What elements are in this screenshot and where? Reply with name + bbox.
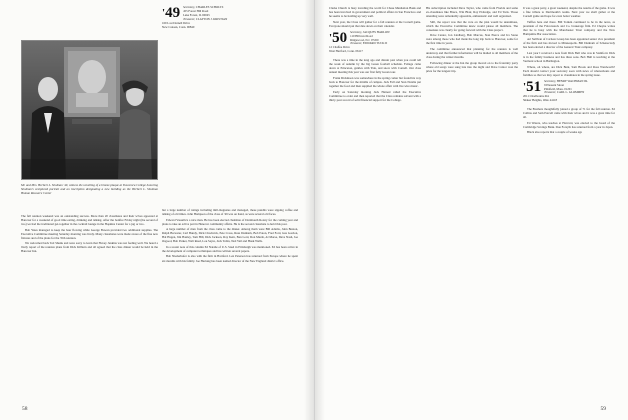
class-photo	[21, 40, 158, 180]
paragraph: Last year I received a note from Dick Bell who was in Stamford. Dick is in the family business and has three sons. Bob Hull is teaching at the Vermont school in Burlington.	[523, 50, 615, 64]
right-column-2	[426, 6, 518, 74]
paragraph: Frank Dickinson was somewhere in the spring comer but found his way back to Hanover for the middle of campus. Jack Fell and Stan Natalie put together the food and then supplied the whole affair with live wire music.	[329, 75, 421, 88]
photo-caption: Mr. and Mrs. Herbert L. Shulman '49, witness the unveiling of a bronze plaque at Tuscarora College honoring Shulman's sculptured portrait and an inscription designating a new building as the Herbert L. Shulman Human Resource Center	[21, 183, 158, 196]
paragraph: Bob Niederhofer is also with the firm in Hartford. Len Peterson has returned from Europe where he spent six months with his family. Joe Hartung has been named director of the New England district office.	[162, 254, 298, 263]
paragraph: Clarke Church is busy traveling the world for Chase Manhattan Bank and has been involved in government and political affairs in San Francisco and he seems to be holding up very well.	[329, 6, 421, 19]
paragraph: Edward Vassallo's a nice man. He has been elected chairman of Dartmouth Rotary for the coming year and plans to take an active part in Hanover community affairs. He is the second classmate to hold this post.	[162, 217, 298, 226]
paragraph: Following dinner at the Inn the group moved on to the fraternity party where old songs were sung late into the night and Dave Cantor won the prize for the longest trip.	[426, 60, 518, 73]
paragraph: but a large number of ratings including mill-magnates and managed, these pundits were sipping coffee and talking of old times. John Hampson of the class of '49 was on hand, as were several old faces.	[162, 208, 298, 217]
paragraph: In a recent note of this column Ed Natalie of U.S. Steel in Pittsburgh was mentioned. Ed has been active in the development of computer techniques and has written several papers.	[162, 244, 298, 253]
paragraph: Ed Waters, who teaches at Harvard, was elected to the board of the Cambridge Savings Bank. Don Forsyth has returned from a year in Japan.	[523, 120, 615, 129]
left-column-2	[162, 208, 298, 264]
paragraph: Early on Saturday morning Jack Harned called the Executive Committee to order and then reported that the Class remains solvent with a thirty-year record of solid financial support for the College.	[329, 89, 421, 102]
paragraph: Dave Cantor, Jon Lindberg, Bob Marcus, Stan Pierce and Ira Stone were among those who had made the long trip back to Hanover, some for the first time in years.	[426, 33, 518, 46]
right-column-3	[523, 6, 615, 136]
page-number: 58	[22, 406, 28, 412]
class-year-51: '51	[523, 78, 542, 95]
paragraph: Tuffies here and there. Bill Tonkin continued to be in the news, as president of the Falconstock and Co. brokerage firm. Ed Cheyne writes that he is busy with the Manchester Trust company and the New Hampshire Bar association.	[523, 19, 615, 36]
right-page	[314, 0, 628, 420]
paragraph: Black also reports that a couple of weeks ago	[527, 130, 583, 135]
paragraph: Where, oh where, are Dick Bent, Sam Brook and Ross Wentworth? Each should contact your secretary soon with news of whereabouts and families so that we may report to classmates in the spring issue.	[523, 64, 615, 77]
paragraph: There was a time in the long ago and distant past when you could tell the week of autumn by the big Green football schedule. Foliage came down at Princeton, gentles with Yale, and snow with Cornell. Our class annual meeting this year was our first fully Green tour.	[329, 58, 421, 75]
paragraph: The fall reunion weekend was an outstanding success. More than 20 classmates and their wives appeared at Hanover for a weekend of good time eating, drinking and talking. After the bonfire Friday night (the second of two) we had the traditional get-together in the cocktail lounge in the Hopkins Center for a jug or two.	[21, 214, 158, 227]
paragraph: His subscription included Dave Taylor, who came from Florida and some ex-classmates like Bruce, Win Blair, Ray Eldredge, and Ed Tuck. Those attending were remarkably agreeable, enthusiastic and well organized.	[426, 6, 518, 19]
class-50-header	[329, 31, 421, 54]
left-column-1	[21, 214, 158, 255]
right-column-1	[329, 6, 421, 103]
paragraph: Still, the report was that the vote on the plan would be unanimous, which the Executive Committee knew would please all members. The consensus was clearly for going forward with the Class project.	[426, 19, 518, 32]
class-50-secretary: Secretary, JACQUES HARLOW 110 Hillcrest Road Ridgewood, N.J. 07450 Treasurer, EDWARD TUCK II 12 Chaffee Drive West Hartford, Conn. 06117	[329, 29, 390, 54]
paragraph: Next year, the Class will gather for a fall reunion at the Cornell game. Everyone should put that date down on their calendar.	[329, 19, 421, 28]
class-year-50: '50	[329, 29, 348, 46]
class-51-header	[523, 80, 615, 103]
paragraph: The Brothers thoughtfully joined a group of 71 for the fall reunion. Ed Collins and Sam Purcell came with their wives and it was a great time for all.	[523, 107, 615, 120]
paragraph: We welcomed back Ted Shunk and were sorry to learn that Hovey Jenkins was not feeling well. We heard a lively report of the reunion plans from Dick Kilburn and all agreed that the class dinner would be held in the Hanover Inn.	[21, 241, 158, 254]
paragraph: The committee announced that planning for the reunion is well underway and that further information will be mailed to all members of the class during the winter months.	[426, 46, 518, 60]
class-49-header	[162, 6, 298, 33]
paragraph: A large number of men from the class came to the dinner. Among them were Bill Adams, John Beaton, Ralph Brewster, Carl Bundy, Dick Chadwick, Pete Cross, Russ Dunham, Bob Eaton, Fred Ford, Gus Gordon, Hal Hagen, Jim Hanley, Tom Hill, Dick Jackson, Ray Kern, Ben Lord, Don Marsh, Al Morse, Dave Nash, Joe Osgood, Bob Parker, Walt Reed, Lou Sayre, Jack Tobin, Ned Vail and Hank Wells.	[162, 227, 298, 244]
class-51-secretary: Secretary, HENRY WACHMAN JR. 9 Pleasant Street Pittsfield, Mass. 01201 Treasurer, CARL L. GLOMMEN 2011 Chadbourne Rd. Shaker Heights, Ohio 44118	[523, 78, 589, 103]
page-number: 59	[600, 406, 606, 412]
paragraph: Art Sullivan of Carlson Group has been appointed senior vice president of the firm and has moved to Minneapolis. Bill Dunham of Schenectady has been elected a director of the General Trust company.	[523, 37, 615, 50]
paragraph: It was a great party, a great weekend, despite the results of the game. It was a fine tribute to Dartmouth's teams. Next year we shall gather at the Cornell game and hope for even better weather.	[523, 6, 615, 19]
class-year-49: '49	[162, 5, 181, 21]
class-49-secretary: Secretary, CHARLES SCHOLTZ 455 Forest Hill Road Lake Forest, IL 60045 Treasurer, CLAYTON J. KRISTIAN 169 Lost Darnell Drive New Canaan, Conn. 06840	[162, 5, 228, 29]
paragraph: Bob Yates managed to keep the beer flowing while George Bowen provided two additional supplies. The Executive Committee meeting Saturday morning was lively. Many classmates were made aware of the fine new fixtures and of the plans for the 35th reunion.	[21, 227, 158, 240]
